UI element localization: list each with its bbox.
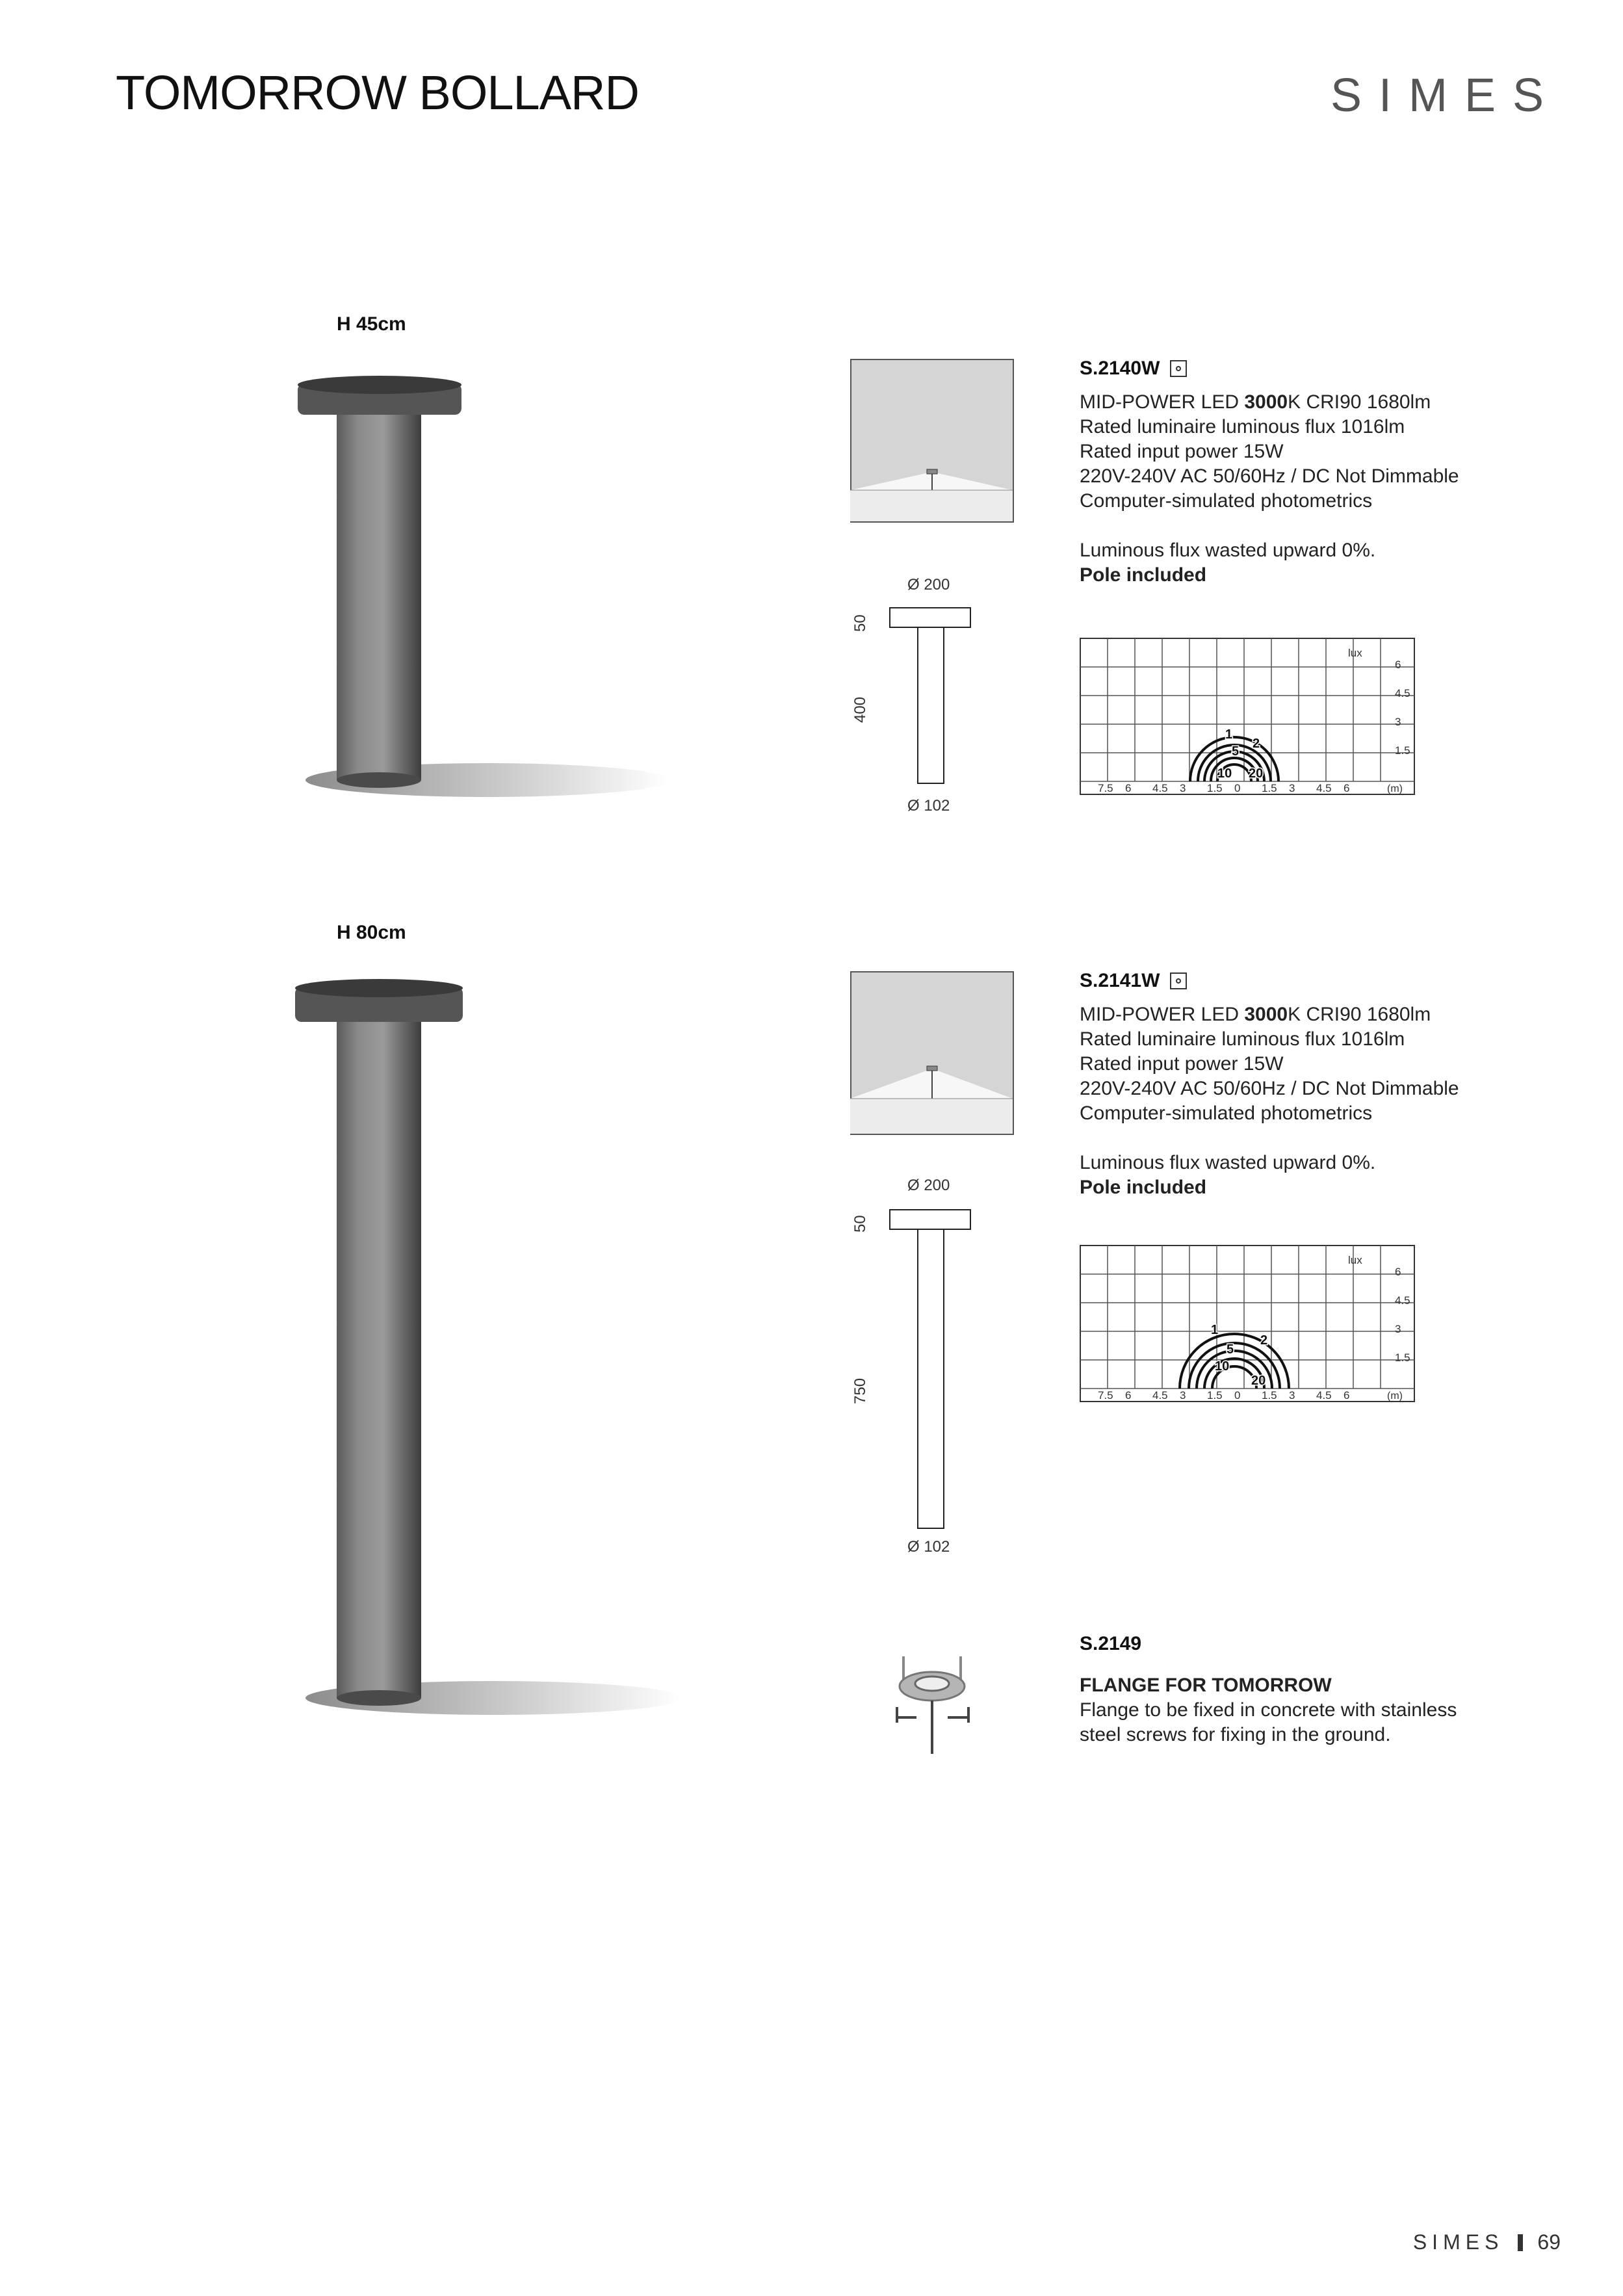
spec-photometrics: Computer-simulated photometrics (1080, 1102, 1373, 1124)
x-tick-label: 4.5 (1316, 782, 1332, 794)
x-tick-label: 0 (1234, 1389, 1241, 1402)
accessory-name: FLANGE FOR TOMORROW (1080, 1675, 1332, 1696)
y-tick-label: 6 (1395, 659, 1401, 671)
x-tick-label: 1.5 (1207, 1389, 1223, 1402)
isolux-label: 2 (1260, 1333, 1268, 1348)
head-diameter: Ø 200 (907, 1177, 950, 1194)
pole-diameter: Ø 102 (907, 797, 950, 815)
page-number: 69 (1537, 2230, 1561, 2254)
x-tick-label: 3 (1180, 782, 1186, 794)
product-specs: MID-POWER LED 3000K CRI90 1680lm Rated luminaire luminous flux 1016lm Rated input power 15W 220V-240V AC 50/60Hz / DC Not Dimmable Computer-simulated photometrics Luminous flux wasted upward 0%. Pole included (1080, 1002, 1459, 1200)
pole-diameter: Ø 102 (907, 1538, 950, 1556)
dimension-drawing (888, 605, 975, 787)
photometric-diagram (850, 971, 1014, 1135)
y-tick-label: 3 (1395, 1323, 1401, 1335)
accessory-desc: Flange to be fixed in concrete with stainless (1080, 1699, 1457, 1721)
height-label: H 80cm (337, 922, 406, 943)
x-tick-label: 4.5 (1316, 1389, 1332, 1402)
dimension-drawing (888, 1207, 975, 1532)
x-tick-label: 6 (1344, 782, 1350, 794)
spec-pole: Pole included (1080, 1177, 1207, 1198)
page-title: TOMORROW BOLLARD (116, 66, 639, 120)
pole-height: 400 (851, 696, 869, 723)
protection-class-icon (1170, 360, 1187, 377)
isolux-label: 5 (1227, 1342, 1234, 1357)
head-height: 50 (851, 614, 869, 632)
flange-photo (890, 1650, 975, 1760)
spec-flux-wasted: Luminous flux wasted upward 0%. (1080, 1152, 1376, 1173)
y-tick-label: 4.5 (1395, 1294, 1410, 1307)
lux-unit-label: lux (1348, 647, 1362, 659)
y-tick-label: 4.5 (1395, 687, 1410, 699)
x-tick-label: 1.5 (1207, 782, 1223, 794)
bollard-photo-80 (286, 975, 689, 1716)
isolux-label: 1 (1211, 1323, 1219, 1337)
footer-divider (1518, 2234, 1523, 2251)
isolux-label: 10 (1217, 766, 1232, 781)
x-tick-label: 3 (1180, 1389, 1186, 1402)
product-code: S.2140W (1080, 358, 1160, 379)
pole-height: 750 (851, 1377, 869, 1404)
y-tick-label: 3 (1395, 716, 1401, 728)
isolux-chart (1079, 637, 1426, 801)
x-tick-label: 0 (1234, 782, 1241, 794)
x-tick-label: 6 (1344, 1389, 1350, 1402)
spec-voltage: 220V-240V AC 50/60Hz / DC Not Dimmable (1080, 465, 1459, 487)
brand-logo: SIMES (1330, 70, 1561, 122)
spec-photometrics: Computer-simulated photometrics (1080, 490, 1373, 512)
lux-unit-label: lux (1348, 1254, 1362, 1266)
spec-flux: Rated luminaire luminous flux 1016lm (1080, 416, 1405, 437)
spec-power: Rated input power 15W (1080, 441, 1284, 462)
x-tick-label: 6 (1125, 1389, 1132, 1402)
bollard-photo-45 (286, 371, 689, 813)
footer-brand: SIMES (1412, 2230, 1504, 2254)
isolux-chart (1079, 1244, 1426, 1408)
isolux-label: 10 (1215, 1359, 1230, 1374)
x-tick-label: 7.5 (1098, 1389, 1113, 1402)
product-specs: MID-POWER LED 3000K CRI90 1680lm Rated luminaire luminous flux 1016lm Rated input power 15W 220V-240V AC 50/60Hz / DC Not Dimmable Computer-simulated photometrics Luminous flux wasted upward 0%. Pole included (1080, 390, 1459, 588)
spec-flux-wasted: Luminous flux wasted upward 0%. (1080, 540, 1376, 561)
x-tick-label: 7.5 (1098, 782, 1113, 794)
accessory-specs (1080, 1673, 1457, 1747)
head-height: 50 (851, 1215, 869, 1233)
x-tick-label: 1.5 (1262, 782, 1277, 794)
spec-power: Rated input power 15W (1080, 1053, 1284, 1075)
x-tick-label: 3 (1289, 1389, 1295, 1402)
isolux-label: 2 (1253, 737, 1260, 751)
x-unit-label: (m) (1387, 1390, 1403, 1402)
product-code: S.2141W (1080, 970, 1160, 991)
height-label: H 45cm (337, 313, 406, 335)
page-footer (1413, 2230, 1561, 2254)
photometric-diagram (850, 359, 1014, 523)
y-tick-label: 1.5 (1395, 1351, 1410, 1364)
head-diameter: Ø 200 (907, 576, 950, 594)
spec-voltage: 220V-240V AC 50/60Hz / DC Not Dimmable (1080, 1078, 1459, 1099)
accessory-desc: steel screws for fixing in the ground. (1080, 1724, 1391, 1745)
x-tick-label: 6 (1125, 782, 1132, 794)
x-unit-label: (m) (1387, 783, 1403, 794)
isolux-label: 20 (1249, 766, 1264, 781)
x-tick-label: 4.5 (1152, 1389, 1168, 1402)
y-tick-label: 6 (1395, 1266, 1401, 1278)
isolux-label: 1 (1225, 727, 1233, 742)
x-tick-label: 1.5 (1262, 1389, 1277, 1402)
spec-pole: Pole included (1080, 564, 1207, 586)
isolux-label: 5 (1232, 744, 1240, 759)
spec-flux: Rated luminaire luminous flux 1016lm (1080, 1028, 1405, 1050)
isolux-label: 20 (1251, 1374, 1266, 1388)
accessory-code: S.2149 (1080, 1633, 1142, 1654)
x-tick-label: 3 (1289, 782, 1295, 794)
protection-class-icon (1170, 972, 1187, 989)
y-tick-label: 1.5 (1395, 744, 1410, 757)
x-tick-label: 4.5 (1152, 782, 1168, 794)
